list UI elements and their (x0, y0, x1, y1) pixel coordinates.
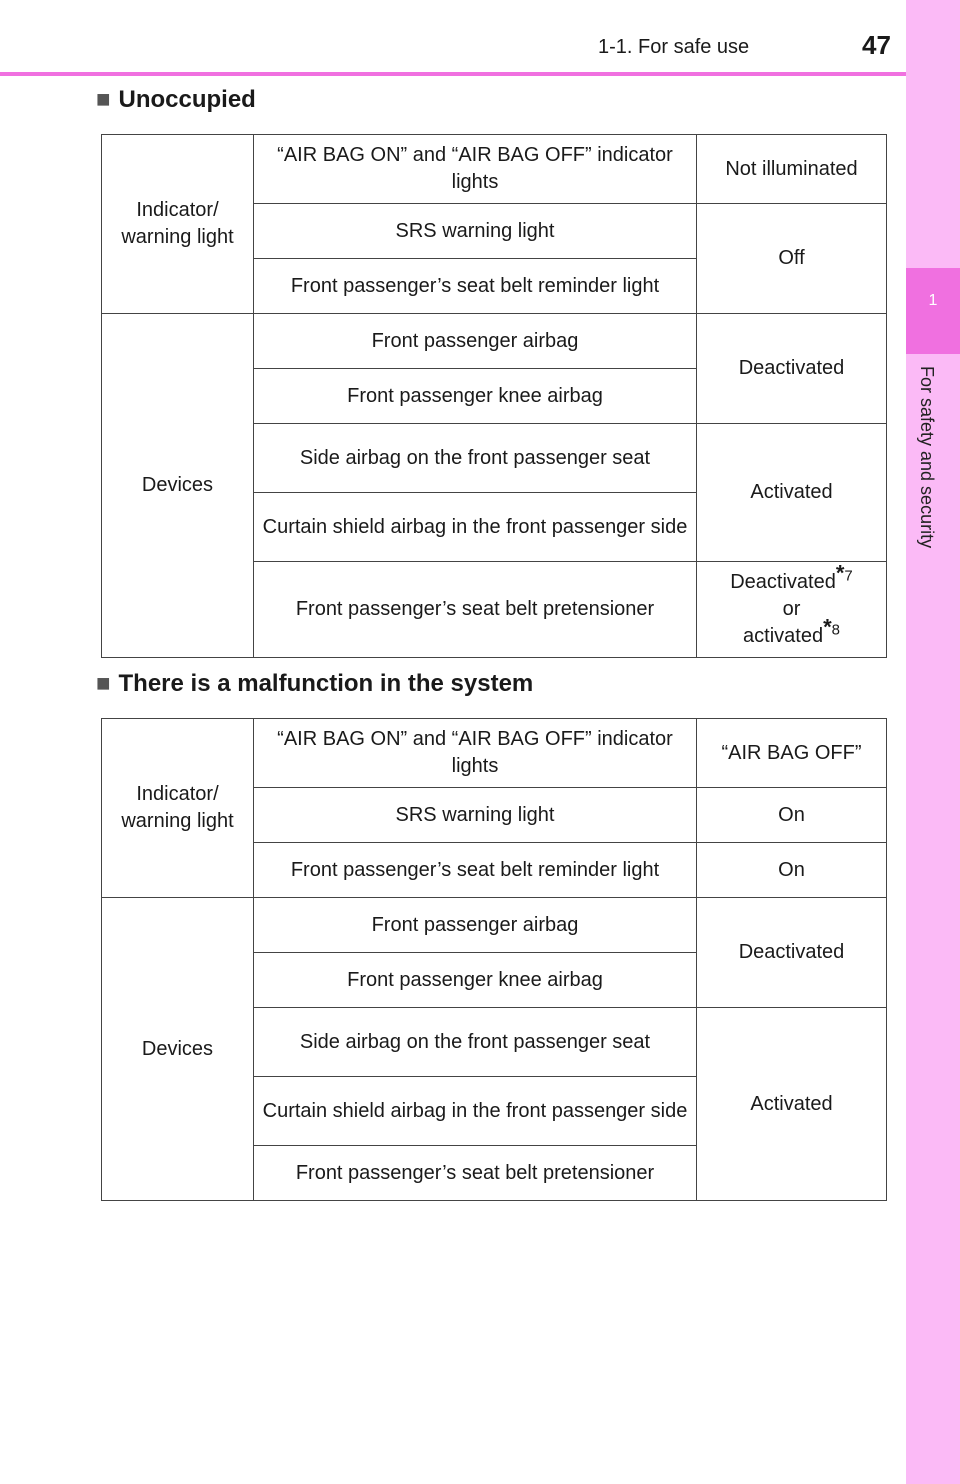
chapter-number-box (906, 268, 960, 354)
devices-label-cell: Devices (102, 898, 254, 1201)
malfunction-heading (96, 670, 533, 698)
airbag-lights-state-cell: Not illuminated (697, 135, 887, 204)
unoccupied-table (101, 134, 887, 658)
pretensioner-state-cell (697, 562, 887, 658)
pretensioner-state-1: Deactivated (730, 571, 836, 593)
side-airbag-cell: Side airbag on the front passenger seat (254, 1008, 697, 1077)
side-curtain-state-cell: Activated (697, 424, 887, 562)
knee-airbag-cell: Front passenger knee airbag (254, 953, 697, 1008)
chapter-number: 1 (928, 292, 938, 309)
footnote-number-1: 7 (844, 567, 853, 585)
devices-label-cell: Devices (102, 314, 254, 658)
side-airbag-cell: Side airbag on the front passenger seat (254, 424, 697, 493)
bullet-square-icon: ■ (96, 670, 111, 697)
bullet-square-icon: ■ (96, 86, 111, 113)
footnote-star-icon: * (823, 614, 832, 640)
pretensioner-cell: Front passenger’s seat belt pretensioner (254, 1146, 697, 1201)
front-airbag-cell: Front passenger airbag (254, 314, 697, 369)
chapter-side-tab (906, 0, 960, 1484)
knee-airbag-cell: Front passenger knee airbag (254, 369, 697, 424)
section-title: 1-1. For safe use (598, 36, 750, 58)
airbag-lights-cell: “AIR BAG ON” and “AIR BAG OFF” indicator lights (254, 719, 697, 788)
airbag-lights-state-cell: “AIR BAG OFF” (697, 719, 887, 788)
indicator-label-cell: Indicator/ warning light (102, 135, 254, 314)
chapter-title: For safety and security (917, 366, 937, 549)
srs-belt-state-cell: Off (697, 204, 887, 314)
unoccupied-heading-text: Unoccupied (118, 86, 256, 113)
unoccupied-heading (96, 86, 256, 114)
curtain-airbag-cell: Curtain shield airbag in the front passenger side (254, 493, 697, 562)
malfunction-table (101, 718, 887, 1201)
front-airbag-cell: Front passenger airbag (254, 898, 697, 953)
belt-reminder-cell: Front passenger’s seat belt reminder light (254, 843, 697, 898)
srs-light-cell: SRS warning light (254, 788, 697, 843)
airbags-state-cell: Deactivated (697, 898, 887, 1008)
malfunction-heading-text: There is a malfunction in the system (118, 670, 534, 697)
belt-state-cell: On (697, 843, 887, 898)
footnote-number-2: 8 (831, 621, 840, 639)
belt-reminder-cell: Front passenger’s seat belt reminder light (254, 259, 697, 314)
airbag-lights-cell: “AIR BAG ON” and “AIR BAG OFF” indicator lights (254, 135, 697, 204)
srs-light-cell: SRS warning light (254, 204, 697, 259)
header-divider (0, 72, 906, 76)
pretensioner-or: or (782, 598, 801, 620)
footnote-star-icon: * (835, 560, 845, 586)
pretensioner-state-2: activated (743, 625, 824, 647)
indicator-label-cell: Indicator/ warning light (102, 719, 254, 898)
airbags-state-cell: Deactivated (697, 314, 887, 424)
page-number: 47 (862, 30, 891, 60)
srs-state-cell: On (697, 788, 887, 843)
pretensioner-cell: Front passenger’s seat belt pretensioner (254, 562, 697, 658)
rest-state-cell: Activated (697, 1008, 887, 1201)
curtain-airbag-cell: Curtain shield airbag in the front passenger side (254, 1077, 697, 1146)
